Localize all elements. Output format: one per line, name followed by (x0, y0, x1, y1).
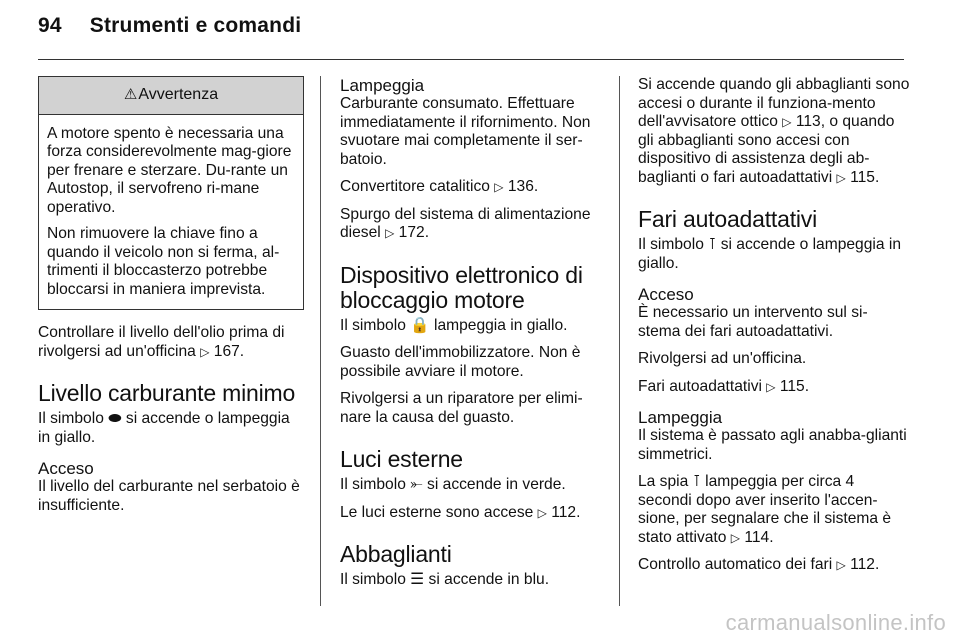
spia-pre: La spia (638, 473, 689, 490)
fuel-lampeggia-text: Carburante consumato. Effettuare immediatamente il rifornimento. Non svuotare mai completamente il ser-batoio. (340, 95, 591, 168)
warning-box (38, 76, 304, 310)
ref-arrow-icon: ▷ (200, 344, 210, 359)
warning-icon: ⚠ (123, 86, 138, 103)
immobilizer-paragraph (340, 317, 604, 336)
fuel-heading: Livello carburante minimo (38, 380, 296, 406)
fuel-post: si accende o lampeggia in giallo. (38, 410, 290, 446)
spia-ref[interactable]: 114. (744, 528, 774, 546)
exterior-lights-icon: ⤜ (410, 476, 423, 493)
chapter-title: Strumenti e comandi (89, 14, 302, 37)
diesel-text: Spurgo del sistema di alimentazione diesel (340, 205, 591, 241)
oil-ref[interactable]: 167. (213, 342, 245, 360)
high-beam-paragraph (340, 571, 604, 590)
warning-paragraph-2: Non rimuovere la chiave fino a quando il veicolo non si ferma, al-trimenti il bloccasterzo potrebbe bloccarsi in maniera imprevista. (47, 225, 280, 298)
high-beam-ref-2[interactable]: 115. (850, 168, 880, 186)
exterior-on-text: Le luci esterne sono accese (340, 503, 534, 521)
adaptive-lights-paragraph (638, 236, 910, 273)
ref-arrow-icon: ▷ (836, 170, 846, 185)
oil-text: Controllare il livello dell'olio prima di rivolgersi ad un'officina (38, 324, 285, 360)
warning-title: Avvertenza (138, 86, 219, 103)
high-beam-heading: Abbaglianti (340, 541, 452, 567)
exterior-lights-heading: Luci esterne (340, 446, 463, 472)
adaptive-ref[interactable]: 115. (779, 377, 810, 395)
column-3 (638, 76, 910, 584)
immobilizer-pre: Il simbolo (340, 316, 406, 334)
watermark: carmanualsonline.info (725, 610, 946, 635)
catalyst-ref[interactable]: 136. (507, 178, 539, 195)
high-beam-description (638, 76, 910, 187)
auto-control-paragraph (638, 556, 910, 575)
exterior-lights-paragraph (340, 476, 604, 495)
spia-post: lampeggia per circa 4 secondi dopo aver inserito l'accen-sione, per segnalare che il sistema è stato attivato (638, 473, 892, 546)
page-number: 94 (38, 14, 62, 37)
ref-arrow-icon: ▷ (730, 530, 740, 545)
adaptive-acceso-heading: Acceso (638, 285, 694, 304)
warning-header (39, 77, 303, 115)
adaptive-pre: Il simbolo (638, 236, 704, 253)
diesel-ref[interactable]: 172. (398, 224, 430, 241)
fuel-paragraph (38, 410, 304, 447)
immobilizer-heading: Dispositivo elettronico di bloccaggio motore (340, 261, 583, 313)
fuel-drop-icon: ⬬ (108, 410, 122, 427)
high-beam-ref-1[interactable]: 113, o quando gli abbaglianti sono accesi con dispositivo di assistenza degli ab-baglianti o fari autoadattativi (638, 113, 895, 186)
adaptive-post: si accende o lampeggia in giallo. (638, 236, 901, 272)
ref-arrow-icon: ▷ (766, 379, 776, 394)
fuel-pre: Il simbolo (38, 410, 104, 427)
column-2 (340, 76, 604, 599)
page-header (38, 14, 301, 38)
adaptive-ref-paragraph (638, 378, 910, 397)
ref-arrow-icon: ▷ (537, 505, 547, 520)
high-beam-post: si accende in blu. (428, 571, 550, 588)
adaptive-light-icon: ⊺ (692, 473, 701, 490)
adaptive-ref-text: Fari autoadattativi (638, 377, 762, 395)
diesel-paragraph (340, 206, 604, 243)
immobilizer-fault: Guasto dell'immobilizzatore. Non è possibile avviare il motore. (340, 344, 581, 380)
warning-body (39, 115, 303, 310)
high-beam-pre: Il simbolo (340, 571, 406, 588)
high-beam-icon: ☰ (410, 571, 425, 588)
ref-arrow-icon: ▷ (836, 558, 846, 572)
auto-control-ref[interactable]: 112. (850, 556, 880, 573)
exterior-on-ref[interactable]: 112. (551, 503, 581, 521)
adaptive-lampeggia-text: Il sistema è passato agli anabba-glianti simmetrici. (638, 427, 907, 463)
header-rule (38, 59, 904, 60)
adaptive-light-icon: ⊺ (708, 236, 717, 253)
fuel-acceso-text: Il livello del carburante nel serbatoio è insufficiente. (38, 478, 300, 514)
column-divider-2 (619, 76, 620, 606)
fuel-lampeggia-heading: Lampeggia (340, 76, 425, 95)
exterior-on-paragraph (340, 504, 604, 523)
adaptive-lampeggia-heading: Lampeggia (638, 408, 723, 427)
immobilizer-post: lampeggia in giallo. (433, 316, 568, 334)
warning-paragraph-1: A motore spento è necessaria una forza considerevolmente mag-giore per frenare e sterzare. Du-rante un Autostop, il servofreno ri-mane operativo. (47, 124, 292, 216)
exterior-post: si accende in verde. (427, 476, 566, 493)
fuel-acceso-heading: Acceso (38, 459, 94, 478)
adaptive-acceso-text: È necessario un intervento sul si-stema dei fari autoadattativi. (638, 304, 868, 340)
adaptive-lights-heading: Fari autoadattativi (638, 206, 818, 232)
auto-control-text: Controllo automatico dei fari (638, 556, 833, 573)
ref-arrow-icon: ▷ (782, 115, 792, 129)
oil-paragraph (38, 324, 304, 361)
exterior-pre: Il simbolo (340, 476, 406, 493)
column-divider-1 (320, 76, 321, 606)
ref-arrow-icon: ▷ (385, 226, 395, 240)
immobilizer-fix: Rivolgersi a un riparatore per elimi-nare la causa del guasto. (340, 390, 583, 426)
spia-paragraph (638, 473, 910, 547)
lock-icon: 🔒 (410, 316, 430, 334)
catalyst-text: Convertitore catalitico (340, 178, 490, 195)
adaptive-workshop-text: Rivolgersi ad un'officina. (638, 350, 807, 367)
catalyst-paragraph (340, 178, 604, 197)
high-beam-desc-a: Si accende quando gli abbaglianti sono accesi o durante il funziona-mento dell'avvisatore ottico (638, 76, 910, 130)
ref-arrow-icon: ▷ (494, 180, 504, 194)
column-1 (38, 76, 304, 524)
